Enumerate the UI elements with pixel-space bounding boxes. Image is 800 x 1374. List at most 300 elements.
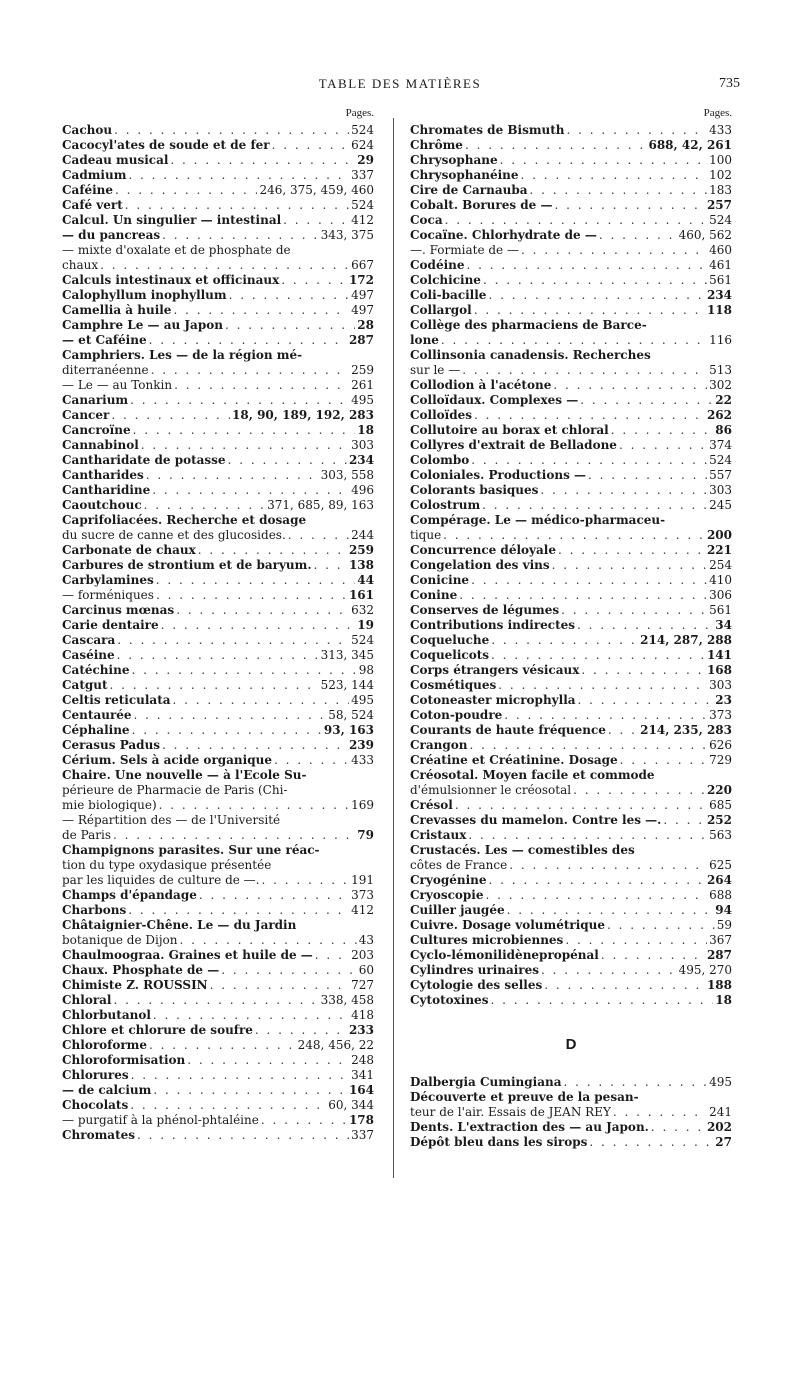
index-entry — [62, 633, 374, 648]
entry-pages: 460, 562 — [678, 228, 732, 242]
entry-term: Collutoire au borax et chloral — [410, 423, 609, 437]
leader-dots — [198, 543, 347, 558]
entry-pages: 58, 524 — [328, 708, 374, 722]
index-entry — [62, 318, 374, 333]
entry-term: Créatine et Créatinine. Dosage — [410, 753, 618, 767]
index-entry — [62, 1023, 374, 1038]
leader-dots — [489, 873, 705, 888]
entry-term: Champs d'épandage — [62, 888, 197, 902]
leader-dots — [156, 588, 347, 603]
entry-pages: 79 — [357, 828, 374, 842]
entry-term: teur de l'air. Essais de JEAN REY — [410, 1105, 611, 1119]
index-entry — [62, 363, 374, 378]
index-entry — [410, 138, 732, 153]
index-entry — [62, 663, 374, 678]
index-entry — [62, 528, 374, 543]
leader-dots — [174, 378, 349, 393]
leader-dots — [599, 228, 677, 243]
entry-term: Compérage. Le — médico-pharmaceu- — [410, 513, 666, 527]
entry-term: Cire de Carnauba — [410, 183, 528, 197]
index-entry — [62, 333, 374, 348]
entry-pages: 632 — [351, 603, 374, 617]
entry-term: Colostrum — [410, 498, 481, 512]
leader-dots — [128, 168, 349, 183]
index-entry — [410, 993, 732, 1008]
leader-dots — [125, 198, 349, 213]
entry-term: Coloniales. Productions — — [410, 468, 587, 482]
entry-term: Celtis reticulata — [62, 693, 171, 707]
entry-term: Champignons parasites. Sur une réac- — [62, 843, 320, 857]
entry-pages: 287 — [706, 948, 732, 962]
index-entry — [410, 633, 732, 648]
index-entry — [62, 408, 374, 423]
index-entry — [62, 1128, 374, 1143]
entry-pages: 60, 344 — [328, 1098, 374, 1112]
index-entry — [410, 663, 732, 678]
entry-pages: 497 — [351, 303, 374, 317]
entry-term: Chloroformisation — [62, 1053, 186, 1067]
index-entry — [62, 603, 374, 618]
entry-term: Collodion à l'acétone — [410, 378, 552, 392]
entry-term: botanique de Dijon — [62, 933, 178, 947]
index-entry — [410, 843, 732, 858]
index-entry — [410, 798, 732, 813]
entry-term: Cytotoxines — [410, 993, 489, 1007]
entry-pages: 497 — [351, 288, 374, 302]
entry-term: par les liquides de culture de —. — [62, 873, 260, 887]
entry-term: Crevasses du mamelon. Contre les —. — [410, 813, 662, 827]
entry-term: Découverte et preuve de la pesan- — [410, 1090, 639, 1104]
index-entry — [62, 1098, 374, 1113]
leader-dots — [509, 858, 707, 873]
entry-pages: 98 — [358, 663, 374, 677]
entry-pages: 313, 345 — [320, 648, 374, 662]
leader-dots — [159, 798, 349, 813]
index-entry — [410, 723, 732, 738]
entry-pages: 303 — [709, 678, 732, 692]
entry-term: Chlore et chlorure de soufre — [62, 1023, 253, 1037]
index-entry — [62, 453, 374, 468]
leader-dots — [651, 1120, 705, 1135]
leader-dots — [507, 903, 714, 918]
entry-term: Coquelicots — [410, 648, 490, 662]
entry-term: Caoutchouc — [62, 498, 142, 512]
leader-dots — [490, 993, 713, 1008]
entry-term: Collège des pharmaciens de Barce- — [410, 318, 647, 332]
index-entry — [410, 318, 732, 333]
leader-dots — [474, 303, 705, 318]
entry-pages: 19 — [357, 618, 374, 632]
entry-term: Cyclo-lémonilidènepropénal — [410, 948, 599, 962]
index-entry — [62, 348, 374, 363]
index-entry — [62, 378, 374, 393]
leader-dots — [114, 993, 319, 1008]
index-entry — [62, 1008, 374, 1023]
entry-term: Caféine — [62, 183, 114, 197]
index-entry — [410, 753, 732, 768]
entry-pages: 22 — [715, 393, 732, 407]
index-entry — [62, 828, 374, 843]
index-entry — [410, 693, 732, 708]
entry-pages: 94 — [715, 903, 732, 917]
index-entry — [62, 888, 374, 903]
entry-term: Cuiller jaugée — [410, 903, 505, 917]
entry-term: —. Formiate de — — [410, 243, 519, 257]
index-entry — [410, 648, 732, 663]
index-entry — [62, 1113, 374, 1128]
leader-dots — [131, 663, 356, 678]
entry-term: Courants de haute fréquence — [410, 723, 606, 737]
entry-pages: 239 — [348, 738, 374, 752]
leader-dots — [173, 303, 349, 318]
entry-pages: 116 — [709, 333, 732, 347]
index-entry — [62, 933, 374, 948]
leader-dots — [561, 603, 707, 618]
pages-label: Pages. — [703, 107, 732, 119]
entry-term: Calcul. Un singulier — intestinal — [62, 213, 282, 227]
leader-dots — [491, 648, 705, 663]
index-entry — [62, 1083, 374, 1098]
entry-pages: 169 — [351, 798, 374, 812]
entry-term: Cryogénine — [410, 873, 487, 887]
entry-pages: 729 — [709, 753, 732, 767]
entry-term: Chaux. Phosphate de — — [62, 963, 220, 977]
entry-term: Chlorbutanol — [62, 1008, 151, 1022]
entry-term: Cristaux — [410, 828, 467, 842]
index-entry — [62, 768, 374, 783]
entry-term: Carbures de strontium et de baryum. — [62, 558, 312, 572]
index-entry — [410, 588, 732, 603]
page-header — [60, 76, 740, 96]
entry-term: Centaurée — [62, 708, 132, 722]
entry-pages: 563 — [709, 828, 732, 842]
index-entry — [62, 993, 374, 1008]
entry-pages: 18 — [357, 423, 374, 437]
entry-term: Cadmium — [62, 168, 127, 182]
index-entry — [62, 1053, 374, 1068]
entry-term: Chrôme — [410, 138, 463, 152]
entry-term: Caprifoliacées. Recherche et dosage — [62, 513, 307, 527]
leader-dots — [221, 963, 356, 978]
leader-dots — [281, 273, 347, 288]
index-entry — [62, 273, 374, 288]
entry-pages: 60 — [358, 963, 374, 977]
entry-pages: 86 — [715, 423, 732, 437]
entry-pages: 259 — [351, 363, 374, 377]
entry-term: diterranéenne — [62, 363, 149, 377]
index-entry — [62, 948, 374, 963]
index-entry — [410, 513, 732, 528]
entry-pages: 495 — [351, 393, 374, 407]
entry-term: — mixte d'oxalate et de phosphate de — [62, 243, 291, 257]
entry-term: Cryoscopie — [410, 888, 484, 902]
entry-pages: 246, 375, 459, 460 — [259, 183, 374, 197]
entry-pages: 118 — [706, 303, 732, 317]
entry-term: Crangon — [410, 738, 468, 752]
entry-term: Corps étrangers vésicaux — [410, 663, 580, 677]
index-column-left — [62, 104, 374, 1143]
entry-term: Cosmétiques — [410, 678, 497, 692]
entry-term: Concurrence déloyale — [410, 543, 556, 557]
entry-pages: 524 — [709, 213, 732, 227]
entry-term: Crustacés. Les — comestibles des — [410, 843, 635, 857]
entry-pages: 513 — [709, 363, 732, 377]
index-entry — [410, 558, 732, 573]
leader-dots — [128, 903, 349, 918]
entry-term: tion du type oxydasique présentée — [62, 858, 272, 872]
leader-dots — [113, 828, 355, 843]
index-entry — [62, 738, 374, 753]
leader-dots — [482, 498, 707, 513]
leader-dots — [573, 783, 705, 798]
entry-term: Dalbergia Cumingiana — [410, 1075, 562, 1089]
leader-dots — [498, 678, 707, 693]
index-entry — [62, 243, 374, 258]
index-entry — [410, 873, 732, 888]
leader-dots — [471, 573, 707, 588]
entry-term: Cantharides — [62, 468, 144, 482]
index-entry — [62, 618, 374, 633]
entry-term: Chrysophane — [410, 153, 498, 167]
entry-pages: 183 — [709, 183, 732, 197]
entry-pages: 561 — [709, 603, 732, 617]
index-entry — [62, 753, 374, 768]
entry-term: Codéine — [410, 258, 465, 272]
leader-dots — [110, 678, 319, 693]
index-entry — [62, 648, 374, 663]
leader-dots — [261, 873, 349, 888]
index-entry — [62, 438, 374, 453]
pages-label: Pages. — [345, 107, 374, 119]
index-column-right — [410, 104, 732, 1150]
column-divider — [393, 118, 394, 1178]
index-entry — [410, 903, 732, 918]
index-entry — [62, 588, 374, 603]
index-entry — [410, 1120, 732, 1135]
leader-dots — [611, 423, 714, 438]
leader-dots — [117, 633, 349, 648]
entry-term: Cacocyl'ates de soude et de fer — [62, 138, 270, 152]
leader-dots — [491, 633, 638, 648]
entry-pages: 367 — [709, 933, 732, 947]
leader-dots — [283, 213, 349, 228]
entry-term: sur le — — [410, 363, 461, 377]
index-entry — [410, 768, 732, 783]
entry-pages: 625 — [709, 858, 732, 872]
index-entry — [410, 408, 732, 423]
entry-term: chaux — [62, 258, 99, 272]
leader-dots — [228, 453, 347, 468]
leader-dots — [170, 153, 355, 168]
entry-term: — forméniques — [62, 588, 154, 602]
index-entry — [410, 378, 732, 393]
entry-term: de Paris — [62, 828, 112, 842]
index-entry — [410, 828, 732, 843]
entry-term: Créosotal. Moyen facile et commode — [410, 768, 655, 782]
entry-pages: 412 — [351, 213, 374, 227]
entry-pages: 59 — [716, 918, 732, 932]
index-entry — [62, 558, 374, 573]
entry-pages: 200 — [706, 528, 732, 542]
leader-dots — [180, 933, 357, 948]
leader-dots — [176, 603, 349, 618]
index-entry — [410, 273, 732, 288]
entry-pages: 524 — [351, 198, 374, 212]
leader-dots — [521, 243, 707, 258]
index-entry — [62, 858, 374, 873]
entry-pages: 18 — [715, 993, 732, 1007]
index-entry — [410, 213, 732, 228]
index-entry — [62, 393, 374, 408]
index-entry — [62, 138, 374, 153]
leader-dots — [580, 393, 713, 408]
entry-term: Coqueluche — [410, 633, 490, 647]
index-entry — [410, 543, 732, 558]
index-entry — [410, 393, 732, 408]
leader-dots — [274, 753, 349, 768]
entry-term: Carbylamines — [62, 573, 154, 587]
entry-term: Cantharidine — [62, 483, 151, 497]
index-entry — [62, 573, 374, 588]
index-entry — [62, 258, 374, 273]
index-entry — [410, 1090, 732, 1105]
entry-pages: 257 — [706, 198, 732, 212]
entry-term: — et Caféine — [62, 333, 147, 347]
entry-pages: 685 — [709, 798, 732, 812]
leader-dots — [151, 363, 350, 378]
leader-dots — [131, 1068, 349, 1083]
leader-dots — [141, 438, 349, 453]
leader-dots — [149, 1038, 296, 1053]
index-entry — [410, 858, 732, 873]
entry-term: Camellia à huile — [62, 303, 172, 317]
leader-dots — [134, 708, 327, 723]
entry-pages: 29 — [357, 153, 374, 167]
entry-pages: 248 — [351, 1053, 374, 1067]
entry-term: Camphriers. Les — de la région mé- — [62, 348, 303, 362]
leader-dots — [567, 123, 708, 138]
leader-dots — [663, 813, 705, 828]
index-entry — [62, 288, 374, 303]
entry-pages: 262 — [706, 408, 732, 422]
entry-pages: 164 — [348, 1083, 374, 1097]
index-entry — [410, 498, 732, 513]
leader-dots — [187, 1053, 349, 1068]
entry-term: Contributions indirectes — [410, 618, 576, 632]
entry-pages: 561 — [709, 273, 732, 287]
index-entry — [410, 528, 732, 543]
leader-dots — [468, 828, 707, 843]
leader-dots — [130, 1098, 326, 1113]
entry-term: Dépôt bleu dans les sirops — [410, 1135, 588, 1149]
entry-pages: 220 — [706, 783, 732, 797]
index-entry — [62, 783, 374, 798]
entry-pages: 28 — [357, 318, 374, 332]
entry-pages: 172 — [348, 273, 374, 287]
entry-term: Cannabinol — [62, 438, 139, 452]
entry-pages: 221 — [706, 543, 732, 557]
leader-dots — [608, 723, 638, 738]
leader-dots — [137, 1128, 349, 1143]
entry-term: Chimiste Z. ROUSSIN — [62, 978, 208, 992]
entry-term: lone — [410, 333, 439, 347]
entry-pages: 373 — [351, 888, 374, 902]
entry-term: Chromates — [62, 1128, 136, 1142]
leader-dots — [563, 1075, 707, 1090]
entry-term: Chaire. Une nouvelle — à l'Ecole Su- — [62, 768, 307, 782]
leader-dots — [470, 738, 708, 753]
leader-dots — [588, 468, 707, 483]
entry-pages: 254 — [709, 558, 732, 572]
index-entry — [410, 168, 732, 183]
index-entry — [410, 198, 732, 213]
entry-pages: 27 — [715, 1135, 732, 1149]
entry-term: Calophyllum inophyllum — [62, 288, 227, 302]
entry-term: Colchicine — [410, 273, 481, 287]
entry-pages: 374 — [709, 438, 732, 452]
entry-pages: 337 — [351, 168, 374, 182]
index-entry — [62, 1068, 374, 1083]
entry-term: Calculs intestinaux et officinaux — [62, 273, 280, 287]
entry-term: Caséine — [62, 648, 115, 662]
entry-term: Carbonate de chaux — [62, 543, 196, 557]
entry-pages: 188 — [706, 978, 732, 992]
entry-pages: 18, 90, 189, 192, 283 — [232, 408, 374, 422]
index-entry — [62, 168, 374, 183]
entry-term: Cancroïne — [62, 423, 131, 437]
leader-dots — [272, 138, 349, 153]
index-entry — [62, 978, 374, 993]
index-entries-left — [62, 123, 374, 1143]
entry-term: mie biologique) — [62, 798, 157, 812]
entry-pages: 341 — [351, 1068, 374, 1082]
leader-dots — [314, 558, 347, 573]
entry-pages: 495, 270 — [678, 963, 732, 977]
leader-dots — [173, 693, 350, 708]
leader-dots — [162, 738, 347, 753]
leader-dots — [521, 168, 708, 183]
entry-term: Dents. L'extraction des — au Japon. — [410, 1120, 649, 1134]
entry-term: Cérium. Sels à acide organique — [62, 753, 272, 767]
page-number: 735 — [719, 76, 740, 91]
leader-dots — [130, 393, 349, 408]
index-entry — [62, 183, 374, 198]
entry-term: Catgut — [62, 678, 108, 692]
entry-pages: 373 — [709, 708, 732, 722]
leader-dots — [620, 753, 707, 768]
index-entry — [62, 303, 374, 318]
index-entry — [410, 948, 732, 963]
index-entry — [62, 903, 374, 918]
leader-dots — [114, 123, 349, 138]
entry-term: Cadeau musical — [62, 153, 169, 167]
index-entry — [62, 798, 374, 813]
leader-dots — [315, 948, 349, 963]
entry-pages: 44 — [357, 573, 374, 587]
entry-pages: 203 — [351, 948, 374, 962]
leader-dots — [601, 948, 705, 963]
entry-term: Congelation des vins — [410, 558, 550, 572]
entry-term: Coton-poudre — [410, 708, 503, 722]
index-entry — [410, 738, 732, 753]
entry-term: Canarium — [62, 393, 129, 407]
entry-term: Cultures microbiennes — [410, 933, 564, 947]
index-entry — [410, 573, 732, 588]
entry-pages: 524 — [709, 453, 732, 467]
index-entry — [410, 783, 732, 798]
entry-pages: 252 — [706, 813, 732, 827]
leader-dots — [115, 183, 257, 198]
